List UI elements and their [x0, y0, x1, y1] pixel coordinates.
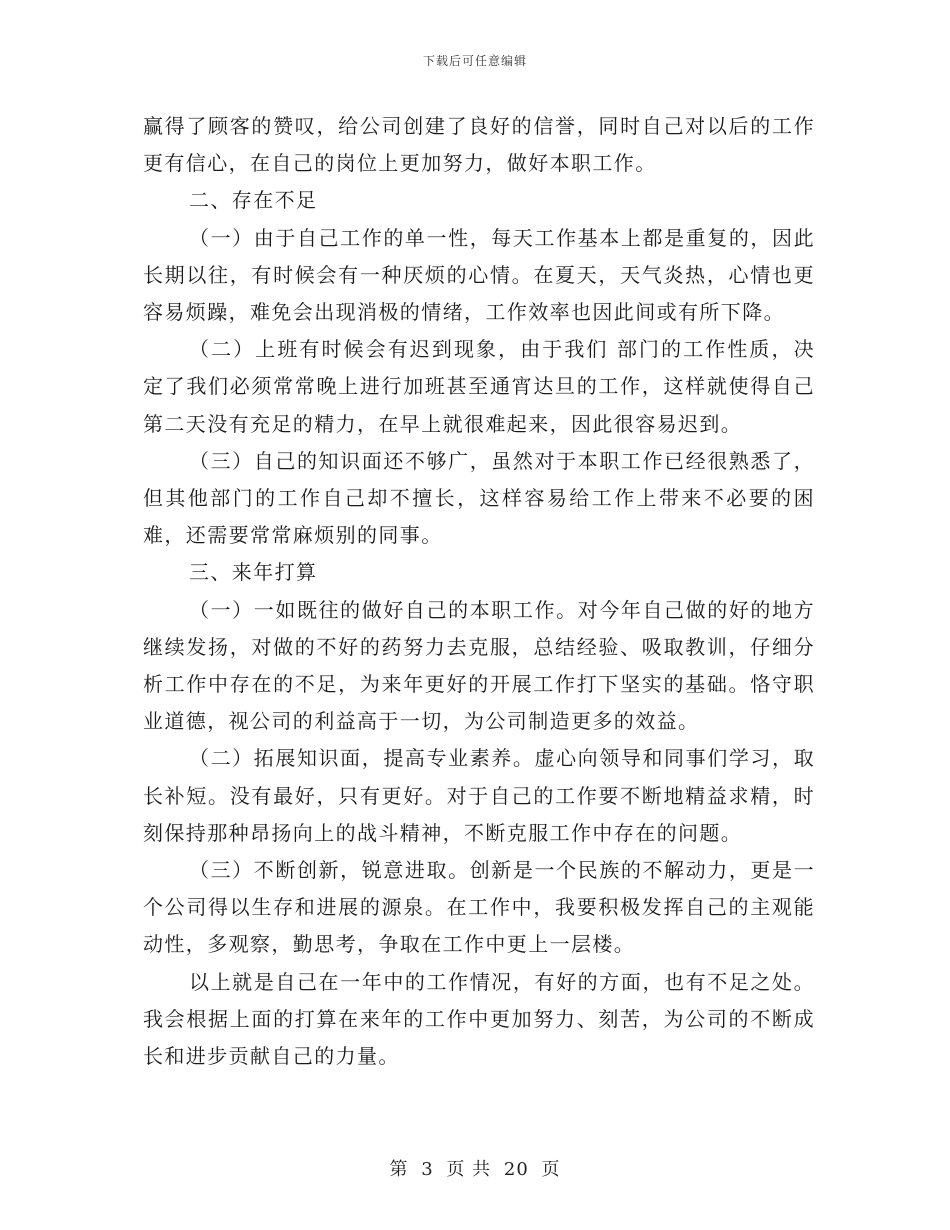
paragraph-plan-2: （二）拓展知识面，提高专业素养。虚心向领导和同事们学习，取长补短。没有最好，只有更好。对于自己的工作要不断地精益求精，时刻保持那种昂扬向上的战斗精神，不断克服工作中存在的问题。: [143, 746, 815, 845]
paragraph-plan-3: （三）不断创新，锐意进取。创新是一个民族的不解动力，更是一个公司得以生存和进展的源泉。在工作中，我要积极发挥自己的主观能动性，多观察，勤思考，争取在工作中更上一层楼。: [143, 858, 815, 957]
paragraph-shortcoming-3: （三）自己的知识面还不够广，虽然对于本职工作已经很熟悉了，但其他部门的工作自己却不擅长，这样容易给工作上带来不必要的困难，还需要常常麻烦别的同事。: [143, 448, 815, 548]
footer-page-number: 3: [421, 1159, 434, 1180]
paragraph-conclusion: 以上就是自己在一年中的工作情况，有好的方面，也有不足之处。我会根据上面的打算在来年的工作中更加努力、刻苦，为公司的不断成长和进步贡献自己的力量。: [143, 969, 815, 1069]
paragraph-plan-1: （一）一如既往的做好自己的本职工作。对今年自己做的好的地方继续发扬，对做的不好的药努力去克服，总结经验、吸取教训，仔细分析工作中存在的不足，为来年更好的开展工作打下坚实的基础。恪守职业道德，视公司的利益高于一切，为公司制造更多的效益。: [143, 597, 815, 734]
document-body: [143, 108, 815, 1075]
paragraph-shortcoming-2: （二）上班有时候会有迟到现象，由于我们 部门的工作性质，决定了我们必须常常晚上进行加班甚至通宵达旦的工作，这样就使得自己第二天没有充足的精力，在早上就很难起来，因此很容易迟到。: [143, 337, 815, 436]
footer-middle: 页 共: [446, 1159, 492, 1180]
footer-suffix: 页: [541, 1159, 561, 1180]
footer-prefix: 第: [389, 1159, 409, 1180]
section-heading-next-year-plan: 三、来年打算: [189, 560, 318, 585]
section-heading-shortcomings: 二、存在不足: [189, 188, 318, 213]
page-footer: [0, 1155, 950, 1181]
page-header: 下载后可任意编辑: [422, 54, 527, 68]
paragraph-continuation: 赢得了顾客的赞叹，给公司创建了良好的信誉，同时自己对以后的工作更有信心，在自己的岗位上更加努力，做好本职工作。: [143, 114, 815, 176]
footer-total-pages: 20: [503, 1159, 529, 1180]
paragraph-shortcoming-1: （一）由于自己工作的单一性，每天工作基本上都是重复的，因此长期以往，有时候会有一种厌烦的心情。在夏天，天气炎热，心情也更容易烦躁，难免会出现消极的情绪，工作效率也因此间或有所下降。: [143, 225, 815, 325]
